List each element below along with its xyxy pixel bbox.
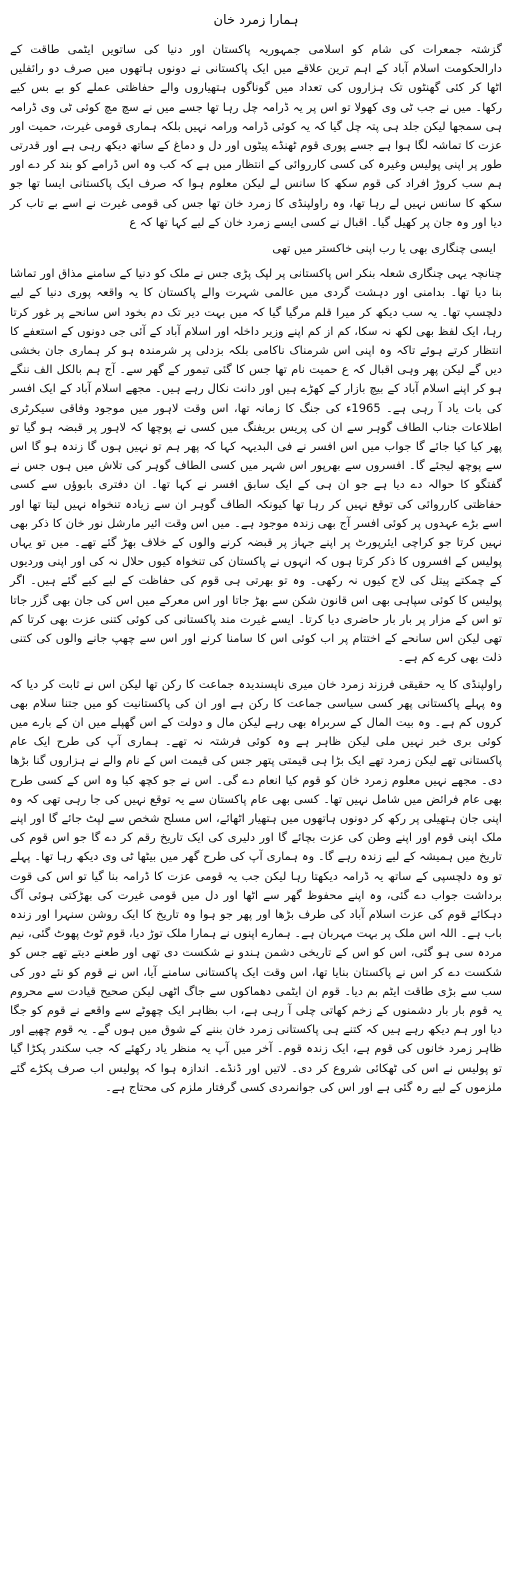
paragraph-3: راولپنڈی کا یہ حقیقی فرزند زمرد خان میری ناپسندیدہ جماعت کا رکن تھا لیکن اس نے ثابت کر دیا کہ وہ پہلے پاکستانی پھر کسی سیاسی جماعت کا رکن ہے اور ان کی پاکستانیت کو میں جتنا سلام بھی کروں کم ہے۔ وہ بیت المال کے سربراہ بھی رہے لیکن مال و دولت کے اس گھپلے میں ان کے بارے میں کوئی بری خبر نہیں ملی لیکن ظاہر ہے وہ کوئی فرشتہ نہ تھے۔ ہماری آپ کی طرح ایک عام پاکستانی تھے لیکن زمرد تھے ایک بڑا ہی قیمتی پتھر جس کی قیمت اس کے نام والے نے ہزاروں گنا بڑھا دی۔ مجھے نہیں معلوم زمرد خان کو قوم کیا انعام دے گی۔ اس نے جو کچھ کیا وہ اس کے کسی طرح بھی عام فرائض میں شامل نہیں تھا۔ کسی بھی عام پاکستان سے یہ توقع نہیں کی جا رہی تھی کہ وہ اپنی جان ہتھیلی پر رکھ کر دونوں ہاتھوں میں ہتھیار اٹھائے، اس مسلح شخص سے لپٹ جائے گا اور اپنے ملک اپنی قوم اور اپنے وطن کی عزت بچائے گا اور دلیری کی ایک تاریخ رقم کر دے گا جو اس قوم کی تاریخ میں ہمیشہ کے لیے زندہ رہے گا۔ وہ ہماری آپ کی طرح گھر میں بیٹھا ٹی وی دیکھ رہا تھا۔ پہلے تو وہ دلچسپی کے ساتھ یہ ڈرامہ دیکھتا رہا لیکن جب یہ قومی عزت کا ڈرامہ بنا گیا تو اس کی قوت برداشت جواب دے گئی، وہ اپنے محفوظ گھر سے اٹھا اور دل میں قومی غیرت کی بھڑکتی ہوئی آگ دہکائے قوم کی عزت اسلام آباد کی طرف بڑھا اور پھر جو ہوا وہ تاریخ کا ایک روشن سنہرا اور زندہ باب ہے۔ اللہ اس ملک پر بہت مہربان ہے۔ ہمارے اپنوں نے ہمارا ملک توڑ دیا، قوم ٹوٹ پھوٹ گئی، نیم مردہ سی ہو گئی، اس کو اس کے تاریخی دشمن ہندو نے شکست دی تھی اور طعنے دیتے تھے جس کو شکست دے کر اس نے پاکستان بنایا تھا، اس وقت ایک پاکستانی سامنے آیا، اس نے قوم کو نئے دور کی سب سے بڑی طاقت ایٹم بم دیا۔ قوم ان ایٹمی دھماکوں سے جاگ اٹھی لیکن صحیح قیادت سے محروم یہ قوم بار بار دشمنوں کے زخم کھاتی چلی آ رہی ہے، اب بظاہر ایک چھوٹے سے واقعے نے قوم کو جگا دیا اور ہم دیکھ رہے ہیں کہ کتنے ہی پاکستانی زمرد خان بننے کے شوق میں ہوں گے۔ یہ قوم چھپے اور ظاہر زمرد خانوں کی قوم ہے، ایک زندہ قوم۔ آخر میں آپ یہ منظر یاد رکھئے کہ جب سکندر پکڑا گیا تو پولیس نے اس کی ٹھکائی شروع کر دی۔ لاتیں اور ڈنڈے۔ اندازہ ہوا کہ پولیس اب صرف پکڑے گئے ملزموں کے لیے رہ گئی ہے اور اس کی جوانمردی کسی گرفتار ملزم کی محتاج ہے۔ xyxy=(10,676,502,1094)
paragraph-1: گزشتہ جمعرات کی شام کو اسلامی جمہوریہ پاکستان اور دنیا کی ساتویں ایٹمی طاقت کے دارالحکومت اسلام آباد کے اہم ترین علاقے میں ایک پاکستانی نے دونوں ہاتھوں میں صرف دو رائفلیں اٹھا کر کئی گھنٹوں تک ہزاروں کی تعداد میں گوناگوں ہتھیاروں والے حفاظتی عملے کو بے بس کیے رکھا۔ میں نے جب ٹی وی کھولا تو اس پر یہ ڈرامہ چل رہا تھا جسے میں نے سچ مچ کوئی ٹی وی ڈرامہ ہی سمجھا لیکن جلد ہی پتہ چل گیا کہ یہ کوئی ڈرامہ ورامہ نہیں بلکہ ہماری قومی غیرت، حمیت اور عزت کا تماشہ لگا ہوا ہے جسے پوری قوم ٹھنڈے پیٹوں اور دل و دماغ کے ساتھ دیکھ رہی ہے اور قدرتی طور پر اپنی پولیس وغیرہ کی کسی کارروائی کے انتظار میں ہے کہ کب وہ اس ڈرامے کو بند کر دے اور ہم سب کروڑ افراد کی قوم سکھ کا سانس لے لیکن معلوم ہوا کہ صرف ایک پاکستانی ایسا تھا جو سکھ کا سانس نہیں لے رہا تھا، وہ راولپنڈی کا زمرد خان تھا جس کی قومی غیرت نے اسے بے تاب کر دیا اور وہ جان پر کھیل گیا۔ اقبال نے کسی ایسے زمرد خان کے لیے کہا تھا کہ ع xyxy=(10,42,502,229)
article-title: ہمارا زمرد خان xyxy=(213,13,299,28)
paragraph-2: چنانچہ یہی چنگاری شعلہ بنکر اس پاکستانی پر لپک پڑی جس نے ملک کو دنیا کے سامنے مذاق اور تماشا بنا دیا تھا۔ بدامنی اور دہشت گردی میں عالمی شہرت والے پاکستان کا یہ واقعہ پوری دنیا کے لیے دلچسپ تھا۔ یہ سب دیکھ کر میرا قلم مرگیا گیا کہ میں بہت دیر تک دم بخود اس سانحے پر غور کرتا رہا، ایک لفظ بھی لکھ نہ سکا، کم از کم اپنے وزیر داخلہ اور اسلام آباد کے آئی جی دونوں کے استعفے کا انتظار کرتے ہوئے تاکہ وہ اپنی اس شرمناک ناکامی بلکہ بزدلی پر شرمندہ ہو کر ہماری جان بخشی دیں گے لیکن پھر وہی اقبال کہ ع حمیت نام تھا جس کا گئی تیمور کے گھر سے۔ آج ہم بالکل الف ننگے ہو کر اپنے اسلام آباد کے بیچ بازار کے کھڑے ہیں اور دانت نکال رہے ہیں۔ مجھے اسلام آباد کے ایک افسر کی بات یاد آ رہی ہے۔ 1965ء کی جنگ کا زمانہ تھا، اس وقت لاہور میں موجود وفاقی سیکرٹری اطلاعات جناب الطاف گوہر سے ان کی پریس بریفنگ میں کسی نے پوچھا کہ لاہور پر قبضہ ہو گیا تو پھر کیا کیا جائے گا جواب میں اس افسر نے فی البدیہہ کہا کہ پھر ہم تو نہیں ہوں گا زندہ ہو گا اس سے پوچھ لیجئے گا۔ افسروں سے بھرپور اس شہر میں کسی الطاف گوہر کی تلاش میں ہوں جس نے گفتگو کا حوالہ دے دیا ہے جو ان ہی کے ایک سابق افسر نے کہا تھا۔ ان دفتری بابوؤں سے کسی حفاظتی کارروائی کی توقع نہیں کر رہا تھا کیونکہ الطاف گوہر ان سے زیادہ تنخواہ نہیں لیتا تھا اور اسے بڑے عہدوں پر کوئی افسر آج بھی زندہ موجود ہے۔ میں اس وقت ائیر مارشل نور خان کا ذکر بھی نہیں کرتا جو کراچی ایئرپورٹ پر اپنے جہاز پر قبضہ کرنے والوں کے خلاف بھڑ گئے تھے۔ میں تو یہاں پولیس کے افسروں کا ذکر کرتا ہوں کہ انہوں نے پاکستان کی تنخواہ کیوں حلال نہ کی اور اپنی وردیوں کے چمکتے پیتل کی لاج کیوں نہ رکھی۔ وہ تو بھرتی ہی قوم کی حفاظت کے لیے کیے گئے ہیں۔ اگر پولیس کا کوئی سپاہی بھی اس قانون شکن سے بھڑ جاتا اور اس معرکے میں اس کی جان بھی گزر جاتا تو اس کے مزار پر بار بار حاضری دیا کرتا۔ ایسے غیرت مند پاکستانی کی کوئی کتنی عزت بھی کرتا کم تھی لیکن اس سانحے کے اختتام پر اب کوئی اس کا سامنا کرنے اور اس سے چھپ جانے والوں کی کتنی ذلت بھی کرے کم ہے۔ xyxy=(10,266,502,665)
poetry-verse: ایسی چنگاری بھی یا رب اپنی خاکستر میں تھی xyxy=(272,241,496,256)
